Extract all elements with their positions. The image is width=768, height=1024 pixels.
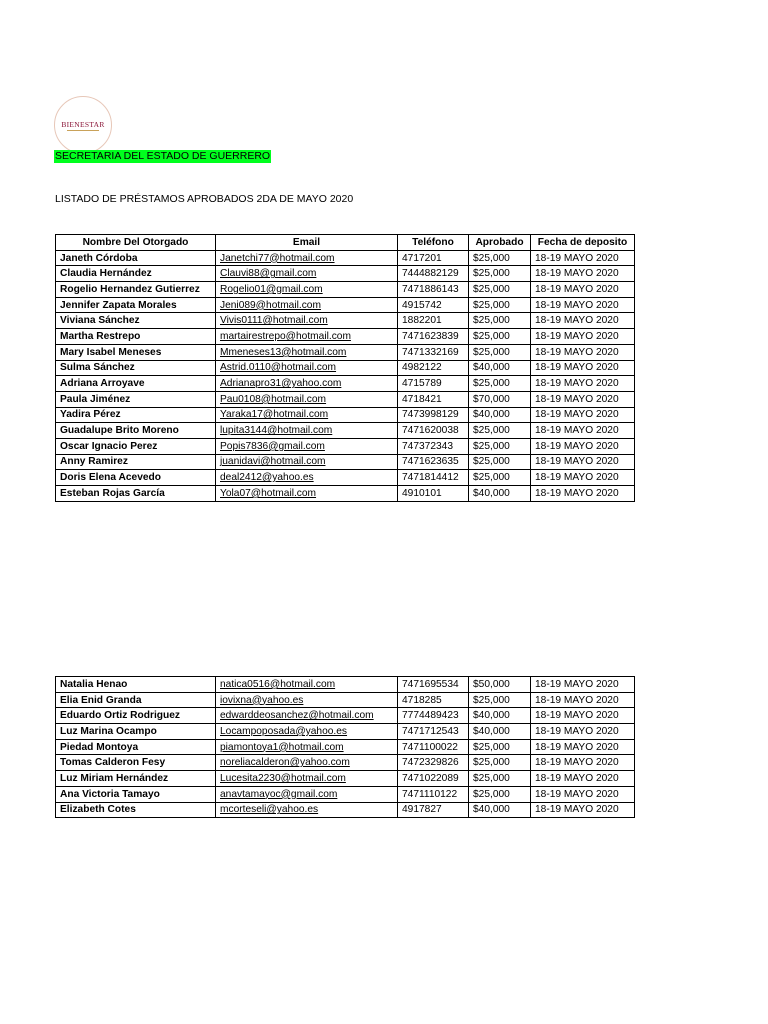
email-link[interactable]: anavtamayoc@gmail.com (220, 788, 338, 800)
deposit-date-cell: 18-19 MAYO 2020 (531, 470, 635, 486)
logo-underline (67, 130, 99, 131)
email-cell (216, 376, 398, 392)
phone-cell: 7774489423 (398, 708, 469, 724)
table-row (56, 329, 635, 345)
email-link[interactable]: noreliacalderon@yahoo.com (220, 757, 350, 769)
email-cell (216, 454, 398, 470)
deposit-date-cell: 18-19 MAYO 2020 (531, 786, 635, 802)
phone-cell: 747372343 (398, 438, 469, 454)
name-cell: Anny Ramirez (56, 454, 216, 470)
email-cell (216, 755, 398, 771)
name-cell: Yadira Pérez (56, 407, 216, 423)
name-cell: Sulma Sánchez (56, 360, 216, 376)
deposit-date-cell: 18-19 MAYO 2020 (531, 250, 635, 266)
email-link[interactable]: Popis7836@gmail.com (220, 440, 325, 452)
email-cell (216, 470, 398, 486)
email-cell (216, 692, 398, 708)
table-row (56, 438, 635, 454)
phone-cell: 7471022089 (398, 771, 469, 787)
phone-cell: 4715789 (398, 376, 469, 392)
name-cell: Piedad Montoya (56, 739, 216, 755)
email-link[interactable]: Adrianapro31@yahoo.com (220, 378, 342, 390)
email-cell (216, 266, 398, 282)
deposit-date-cell: 18-19 MAYO 2020 (531, 282, 635, 298)
deposit-date-cell: 18-19 MAYO 2020 (531, 391, 635, 407)
table-row (56, 771, 635, 787)
phone-cell: 4718421 (398, 391, 469, 407)
phone-cell: 7471886143 (398, 282, 469, 298)
email-link[interactable]: martairestrepo@hotmail.com (220, 330, 351, 342)
phone-cell: 4917827 (398, 802, 469, 818)
phone-cell: 7471110122 (398, 786, 469, 802)
amount-cell: $50,000 (469, 677, 531, 693)
email-link[interactable]: Locampoposada@yahoo.es (220, 725, 348, 737)
table-row (56, 423, 635, 439)
amount-cell: $40,000 (469, 724, 531, 740)
email-link[interactable]: Jeni089@hotmail.com (220, 299, 321, 311)
deposit-date-cell: 18-19 MAYO 2020 (531, 739, 635, 755)
amount-cell: $25,000 (469, 344, 531, 360)
deposit-date-cell: 18-19 MAYO 2020 (531, 677, 635, 693)
phone-cell: 4718285 (398, 692, 469, 708)
phone-cell: 7471332169 (398, 344, 469, 360)
amount-cell: $25,000 (469, 454, 531, 470)
email-cell (216, 739, 398, 755)
table-row (56, 724, 635, 740)
loans-table-main (55, 234, 635, 502)
table-row (56, 266, 635, 282)
phone-cell: 7471623839 (398, 329, 469, 345)
email-cell (216, 438, 398, 454)
table-row (56, 250, 635, 266)
name-cell: Guadalupe Brito Moreno (56, 423, 216, 439)
email-link[interactable]: Janetchi77@hotmail.com (220, 252, 335, 264)
email-cell (216, 771, 398, 787)
email-link[interactable]: Yaraka17@hotmail.com (220, 409, 329, 421)
deposit-date-cell: 18-19 MAYO 2020 (531, 313, 635, 329)
phone-cell: 4915742 (398, 297, 469, 313)
name-cell: Luz Marina Ocampo (56, 724, 216, 740)
deposit-date-cell: 18-19 MAYO 2020 (531, 423, 635, 439)
deposit-date-cell: 18-19 MAYO 2020 (531, 486, 635, 502)
email-link[interactable]: juanidavi@hotmail.com (220, 456, 326, 468)
table-row (56, 786, 635, 802)
table-row (56, 470, 635, 486)
email-link[interactable]: Mmeneses13@hotmail.com (220, 346, 347, 358)
deposit-date-cell: 18-19 MAYO 2020 (531, 266, 635, 282)
email-cell (216, 802, 398, 818)
table-row (56, 802, 635, 818)
phone-cell: 4982122 (398, 360, 469, 376)
deposit-date-cell: 18-19 MAYO 2020 (531, 360, 635, 376)
name-cell: Doris Elena Acevedo (56, 470, 216, 486)
amount-cell: $40,000 (469, 407, 531, 423)
amount-cell: $25,000 (469, 250, 531, 266)
column-header-email: Email (216, 235, 398, 251)
amount-cell: $40,000 (469, 360, 531, 376)
name-cell: Elia Enid Granda (56, 692, 216, 708)
table-row (56, 376, 635, 392)
table-header-row (56, 235, 635, 251)
deposit-date-cell: 18-19 MAYO 2020 (531, 708, 635, 724)
amount-cell: $40,000 (469, 708, 531, 724)
email-link[interactable]: edwarddeosanchez@hotmail.com (220, 710, 374, 722)
logo-text: BIENESTAR (61, 119, 105, 129)
email-cell (216, 786, 398, 802)
phone-cell: 4717201 (398, 250, 469, 266)
name-cell: Jennifer Zapata Morales (56, 297, 216, 313)
phone-cell: 7471695534 (398, 677, 469, 693)
phone-cell: 7473998129 (398, 407, 469, 423)
phone-cell: 1882201 (398, 313, 469, 329)
email-cell (216, 391, 398, 407)
deposit-date-cell: 18-19 MAYO 2020 (531, 297, 635, 313)
document-title: LISTADO DE PRÉSTAMOS APROBADOS 2DA DE MAYO 2020 (55, 193, 354, 205)
email-cell (216, 708, 398, 724)
table-row (56, 360, 635, 376)
bienestar-logo (54, 96, 112, 154)
email-link[interactable]: deal2412@yahoo.es (220, 472, 314, 484)
email-link[interactable]: Vivis0111@hotmail.com (220, 315, 328, 327)
column-header-name: Nombre Del Otorgado (56, 235, 216, 251)
name-cell: Rogelio Hernandez Gutierrez (56, 282, 216, 298)
deposit-date-cell: 18-19 MAYO 2020 (531, 692, 635, 708)
amount-cell: $25,000 (469, 313, 531, 329)
amount-cell: $25,000 (469, 423, 531, 439)
name-cell: Claudia Hernández (56, 266, 216, 282)
amount-cell: $40,000 (469, 802, 531, 818)
email-link[interactable]: Pau0108@hotmail.com (220, 393, 327, 405)
name-cell: Natalia Henao (56, 677, 216, 693)
email-link[interactable]: iovixna@yahoo.es (220, 694, 304, 706)
phone-cell: 7471623635 (398, 454, 469, 470)
email-cell (216, 677, 398, 693)
name-cell: Janeth Córdoba (56, 250, 216, 266)
email-link[interactable]: Astrid.0110@hotmail.com (220, 362, 337, 374)
amount-cell: $25,000 (469, 266, 531, 282)
amount-cell: $25,000 (469, 376, 531, 392)
deposit-date-cell: 18-19 MAYO 2020 (531, 755, 635, 771)
email-cell (216, 282, 398, 298)
deposit-date-cell: 18-19 MAYO 2020 (531, 454, 635, 470)
name-cell: Tomas Calderon Fesy (56, 755, 216, 771)
email-cell (216, 486, 398, 502)
email-cell (216, 297, 398, 313)
column-header-deposit-date: Fecha de deposito (531, 235, 635, 251)
phone-cell: 4910101 (398, 486, 469, 502)
table-row (56, 297, 635, 313)
table-row (56, 739, 635, 755)
email-cell (216, 250, 398, 266)
amount-cell: $25,000 (469, 786, 531, 802)
loans-table-continued (55, 676, 635, 818)
amount-cell: $25,000 (469, 329, 531, 345)
email-cell (216, 724, 398, 740)
name-cell: Luz Miriam Hernández (56, 771, 216, 787)
amount-cell: $25,000 (469, 739, 531, 755)
phone-cell: 7471712543 (398, 724, 469, 740)
deposit-date-cell: 18-19 MAYO 2020 (531, 376, 635, 392)
email-link[interactable]: natica0516@hotmail.com (220, 678, 336, 690)
table-row (56, 454, 635, 470)
column-header-approved: Aprobado (469, 235, 531, 251)
email-cell (216, 360, 398, 376)
amount-cell: $25,000 (469, 771, 531, 787)
amount-cell: $25,000 (469, 755, 531, 771)
deposit-date-cell: 18-19 MAYO 2020 (531, 407, 635, 423)
phone-cell: 7471814412 (398, 470, 469, 486)
deposit-date-cell: 18-19 MAYO 2020 (531, 802, 635, 818)
amount-cell: $25,000 (469, 438, 531, 454)
email-cell (216, 344, 398, 360)
email-link[interactable]: mcorteseli@yahoo.es (220, 804, 319, 816)
phone-cell: 7472329826 (398, 755, 469, 771)
amount-cell: $25,000 (469, 282, 531, 298)
amount-cell: $25,000 (469, 692, 531, 708)
phone-cell: 7471100022 (398, 739, 469, 755)
email-link[interactable]: Yola07@hotmail.com (220, 487, 317, 499)
name-cell: Paula Jiménez (56, 391, 216, 407)
email-link[interactable]: Clauvi88@gmail.com (220, 268, 317, 280)
table-row (56, 407, 635, 423)
agency-name: SECRETARIA DEL ESTADO DE GUERRERO (55, 150, 271, 162)
email-cell (216, 329, 398, 345)
deposit-date-cell: 18-19 MAYO 2020 (531, 438, 635, 454)
name-cell: Oscar Ignacio Perez (56, 438, 216, 454)
table-row (56, 313, 635, 329)
amount-cell: $25,000 (469, 470, 531, 486)
name-cell: Esteban Rojas García (56, 486, 216, 502)
amount-cell: $70,000 (469, 391, 531, 407)
name-cell: Eduardo Ortiz Rodriguez (56, 708, 216, 724)
name-cell: Adriana Arroyave (56, 376, 216, 392)
name-cell: Ana Victoria Tamayo (56, 786, 216, 802)
name-cell: Mary Isabel Meneses (56, 344, 216, 360)
table-row (56, 677, 635, 693)
name-cell: Martha Restrepo (56, 329, 216, 345)
amount-cell: $25,000 (469, 297, 531, 313)
deposit-date-cell: 18-19 MAYO 2020 (531, 344, 635, 360)
table-row (56, 692, 635, 708)
column-header-phone: Teléfono (398, 235, 469, 251)
email-link[interactable]: Lucesita2230@hotmail.com (220, 772, 346, 784)
deposit-date-cell: 18-19 MAYO 2020 (531, 771, 635, 787)
amount-cell: $40,000 (469, 486, 531, 502)
deposit-date-cell: 18-19 MAYO 2020 (531, 329, 635, 345)
email-link[interactable]: piamontoya1@hotmail.com (220, 741, 344, 753)
table-row (56, 755, 635, 771)
deposit-date-cell: 18-19 MAYO 2020 (531, 724, 635, 740)
phone-cell: 7444882129 (398, 266, 469, 282)
email-link[interactable]: lupita3144@hotmail.com (220, 425, 333, 437)
phone-cell: 7471620038 (398, 423, 469, 439)
table-row (56, 708, 635, 724)
name-cell: Viviana Sánchez (56, 313, 216, 329)
email-cell (216, 313, 398, 329)
email-cell (216, 423, 398, 439)
name-cell: Elizabeth Cotes (56, 802, 216, 818)
table-row (56, 344, 635, 360)
email-link[interactable]: Rogelio01@gmail.com (220, 283, 323, 295)
table-row (56, 486, 635, 502)
table-row (56, 282, 635, 298)
table-row (56, 391, 635, 407)
email-cell (216, 407, 398, 423)
